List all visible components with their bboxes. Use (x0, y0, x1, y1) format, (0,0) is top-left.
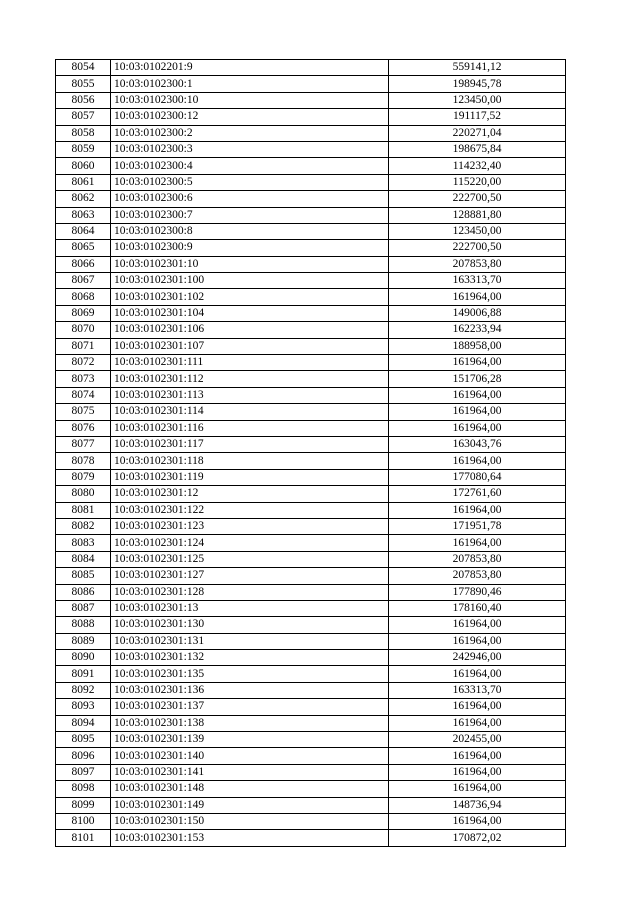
value-cell: 161964,00 (389, 453, 566, 469)
table-row (56, 699, 566, 715)
row-number-cell: 8092 (56, 682, 111, 698)
value-cell: 149006,88 (389, 305, 566, 321)
cadastral-number-cell: 10:03:0102301:100 (111, 273, 389, 289)
cadastral-number-cell: 10:03:0102201:9 (111, 60, 389, 76)
value-cell: 170872,02 (389, 830, 566, 846)
row-number-cell: 8095 (56, 732, 111, 748)
value-cell: 163313,70 (389, 273, 566, 289)
data-table (55, 59, 566, 847)
cadastral-number-cell: 10:03:0102301:125 (111, 551, 389, 567)
table-row (56, 174, 566, 190)
table-row (56, 535, 566, 551)
cadastral-number-cell: 10:03:0102301:119 (111, 469, 389, 485)
table-row (56, 404, 566, 420)
cadastral-number-cell: 10:03:0102301:131 (111, 633, 389, 649)
cadastral-number-cell: 10:03:0102300:4 (111, 158, 389, 174)
value-cell: 202455,00 (389, 732, 566, 748)
row-number-cell: 8087 (56, 600, 111, 616)
table-row (56, 469, 566, 485)
table-row (56, 322, 566, 338)
row-number-cell: 8089 (56, 633, 111, 649)
value-cell: 161964,00 (389, 715, 566, 731)
value-cell: 161964,00 (389, 387, 566, 403)
cadastral-number-cell: 10:03:0102301:140 (111, 748, 389, 764)
table-row (56, 125, 566, 141)
row-number-cell: 8101 (56, 830, 111, 846)
table-row (56, 60, 566, 76)
row-number-cell: 8099 (56, 797, 111, 813)
table-row (56, 371, 566, 387)
row-number-cell: 8085 (56, 568, 111, 584)
row-number-cell: 8064 (56, 223, 111, 239)
table-row (56, 207, 566, 223)
table-row (56, 305, 566, 321)
value-cell: 161964,00 (389, 420, 566, 436)
cadastral-number-cell: 10:03:0102301:107 (111, 338, 389, 354)
row-number-cell: 8065 (56, 240, 111, 256)
row-number-cell: 8083 (56, 535, 111, 551)
cadastral-number-cell: 10:03:0102300:6 (111, 191, 389, 207)
value-cell: 559141,12 (389, 60, 566, 76)
table-row (56, 141, 566, 157)
row-number-cell: 8067 (56, 273, 111, 289)
row-number-cell: 8096 (56, 748, 111, 764)
row-number-cell: 8081 (56, 502, 111, 518)
row-number-cell: 8077 (56, 436, 111, 452)
row-number-cell: 8070 (56, 322, 111, 338)
cadastral-number-cell: 10:03:0102301:123 (111, 518, 389, 534)
table-row (56, 682, 566, 698)
table-body (56, 60, 566, 847)
row-number-cell: 8086 (56, 584, 111, 600)
table-row (56, 633, 566, 649)
row-number-cell: 8063 (56, 207, 111, 223)
value-cell: 222700,50 (389, 240, 566, 256)
table-row (56, 830, 566, 846)
cadastral-number-cell: 10:03:0102301:113 (111, 387, 389, 403)
value-cell: 161964,00 (389, 781, 566, 797)
cadastral-number-cell: 10:03:0102301:137 (111, 699, 389, 715)
cadastral-number-cell: 10:03:0102301:136 (111, 682, 389, 698)
value-cell: 123450,00 (389, 223, 566, 239)
value-cell: 161964,00 (389, 813, 566, 829)
value-cell: 242946,00 (389, 650, 566, 666)
table-row (56, 715, 566, 731)
cadastral-number-cell: 10:03:0102301:138 (111, 715, 389, 731)
cadastral-number-cell: 10:03:0102300:8 (111, 223, 389, 239)
row-number-cell: 8069 (56, 305, 111, 321)
cadastral-number-cell: 10:03:0102301:150 (111, 813, 389, 829)
value-cell: 191117,52 (389, 109, 566, 125)
table-row (56, 486, 566, 502)
value-cell: 161964,00 (389, 502, 566, 518)
cadastral-number-cell: 10:03:0102300:1 (111, 76, 389, 92)
value-cell: 177890,46 (389, 584, 566, 600)
cadastral-number-cell: 10:03:0102301:130 (111, 617, 389, 633)
table-row (56, 420, 566, 436)
cadastral-number-cell: 10:03:0102301:106 (111, 322, 389, 338)
row-number-cell: 8100 (56, 813, 111, 829)
table-row (56, 355, 566, 371)
table-row (56, 338, 566, 354)
cadastral-number-cell: 10:03:0102300:2 (111, 125, 389, 141)
cadastral-number-cell: 10:03:0102301:102 (111, 289, 389, 305)
value-cell: 207853,80 (389, 551, 566, 567)
value-cell: 161964,00 (389, 666, 566, 682)
cadastral-number-cell: 10:03:0102301:111 (111, 355, 389, 371)
value-cell: 163313,70 (389, 682, 566, 698)
value-cell: 114232,40 (389, 158, 566, 174)
row-number-cell: 8088 (56, 617, 111, 633)
row-number-cell: 8078 (56, 453, 111, 469)
row-number-cell: 8080 (56, 486, 111, 502)
table-row (56, 732, 566, 748)
value-cell: 128881,80 (389, 207, 566, 223)
row-number-cell: 8066 (56, 256, 111, 272)
value-cell: 222700,50 (389, 191, 566, 207)
table-row (56, 813, 566, 829)
value-cell: 123450,00 (389, 92, 566, 108)
cadastral-number-cell: 10:03:0102300:9 (111, 240, 389, 256)
cadastral-number-cell: 10:03:0102301:132 (111, 650, 389, 666)
value-cell: 172761,60 (389, 486, 566, 502)
value-cell: 207853,80 (389, 568, 566, 584)
table-row (56, 273, 566, 289)
cadastral-number-cell: 10:03:0102300:10 (111, 92, 389, 108)
row-number-cell: 8097 (56, 764, 111, 780)
table-row (56, 764, 566, 780)
table-row (56, 568, 566, 584)
value-cell: 161964,00 (389, 764, 566, 780)
cadastral-number-cell: 10:03:0102300:5 (111, 174, 389, 190)
table-row (56, 650, 566, 666)
table-row (56, 781, 566, 797)
table-row (56, 797, 566, 813)
cadastral-number-cell: 10:03:0102300:12 (111, 109, 389, 125)
row-number-cell: 8076 (56, 420, 111, 436)
table-row (56, 191, 566, 207)
value-cell: 161964,00 (389, 355, 566, 371)
row-number-cell: 8072 (56, 355, 111, 371)
row-number-cell: 8056 (56, 92, 111, 108)
value-cell: 161964,00 (389, 289, 566, 305)
value-cell: 161964,00 (389, 748, 566, 764)
value-cell: 161964,00 (389, 633, 566, 649)
cadastral-number-cell: 10:03:0102301:149 (111, 797, 389, 813)
table-row (56, 92, 566, 108)
cadastral-number-cell: 10:03:0102301:124 (111, 535, 389, 551)
table-row (56, 436, 566, 452)
table-row (56, 109, 566, 125)
row-number-cell: 8082 (56, 518, 111, 534)
cadastral-number-cell: 10:03:0102301:12 (111, 486, 389, 502)
value-cell: 162233,94 (389, 322, 566, 338)
value-cell: 163043,76 (389, 436, 566, 452)
table-row (56, 502, 566, 518)
table-row (56, 240, 566, 256)
cadastral-number-cell: 10:03:0102301:153 (111, 830, 389, 846)
table-row (56, 387, 566, 403)
value-cell: 198945,78 (389, 76, 566, 92)
table-row (56, 453, 566, 469)
row-number-cell: 8071 (56, 338, 111, 354)
table-row (56, 158, 566, 174)
value-cell: 115220,00 (389, 174, 566, 190)
table-row (56, 617, 566, 633)
table-row (56, 600, 566, 616)
row-number-cell: 8074 (56, 387, 111, 403)
cadastral-number-cell: 10:03:0102301:104 (111, 305, 389, 321)
table-row (56, 289, 566, 305)
value-cell: 171951,78 (389, 518, 566, 534)
row-number-cell: 8058 (56, 125, 111, 141)
table-row (56, 223, 566, 239)
row-number-cell: 8098 (56, 781, 111, 797)
row-number-cell: 8090 (56, 650, 111, 666)
value-cell: 161964,00 (389, 535, 566, 551)
table-row (56, 666, 566, 682)
table-row (56, 584, 566, 600)
cadastral-number-cell: 10:03:0102301:112 (111, 371, 389, 387)
cadastral-number-cell: 10:03:0102301:127 (111, 568, 389, 584)
value-cell: 148736,94 (389, 797, 566, 813)
cadastral-number-cell: 10:03:0102301:117 (111, 436, 389, 452)
cadastral-number-cell: 10:03:0102301:139 (111, 732, 389, 748)
value-cell: 198675,84 (389, 141, 566, 157)
value-cell: 188958,00 (389, 338, 566, 354)
value-cell: 161964,00 (389, 617, 566, 633)
cadastral-number-cell: 10:03:0102301:122 (111, 502, 389, 518)
row-number-cell: 8059 (56, 141, 111, 157)
row-number-cell: 8054 (56, 60, 111, 76)
value-cell: 151706,28 (389, 371, 566, 387)
cadastral-number-cell: 10:03:0102301:116 (111, 420, 389, 436)
cadastral-number-cell: 10:03:0102300:7 (111, 207, 389, 223)
table-row (56, 551, 566, 567)
table-row (56, 256, 566, 272)
cadastral-number-cell: 10:03:0102301:114 (111, 404, 389, 420)
row-number-cell: 8075 (56, 404, 111, 420)
cadastral-number-cell: 10:03:0102301:141 (111, 764, 389, 780)
cadastral-number-cell: 10:03:0102301:148 (111, 781, 389, 797)
cadastral-number-cell: 10:03:0102301:128 (111, 584, 389, 600)
row-number-cell: 8073 (56, 371, 111, 387)
cadastral-number-cell: 10:03:0102300:3 (111, 141, 389, 157)
table-row (56, 748, 566, 764)
table-row (56, 76, 566, 92)
value-cell: 161964,00 (389, 404, 566, 420)
table-row (56, 518, 566, 534)
row-number-cell: 8057 (56, 109, 111, 125)
cadastral-number-cell: 10:03:0102301:118 (111, 453, 389, 469)
value-cell: 177080,64 (389, 469, 566, 485)
value-cell: 178160,40 (389, 600, 566, 616)
row-number-cell: 8068 (56, 289, 111, 305)
row-number-cell: 8055 (56, 76, 111, 92)
row-number-cell: 8093 (56, 699, 111, 715)
row-number-cell: 8084 (56, 551, 111, 567)
value-cell: 220271,04 (389, 125, 566, 141)
row-number-cell: 8061 (56, 174, 111, 190)
cadastral-number-cell: 10:03:0102301:13 (111, 600, 389, 616)
value-cell: 207853,80 (389, 256, 566, 272)
row-number-cell: 8079 (56, 469, 111, 485)
value-cell: 161964,00 (389, 699, 566, 715)
cadastral-number-cell: 10:03:0102301:10 (111, 256, 389, 272)
row-number-cell: 8060 (56, 158, 111, 174)
row-number-cell: 8094 (56, 715, 111, 731)
cadastral-number-cell: 10:03:0102301:135 (111, 666, 389, 682)
row-number-cell: 8091 (56, 666, 111, 682)
row-number-cell: 8062 (56, 191, 111, 207)
